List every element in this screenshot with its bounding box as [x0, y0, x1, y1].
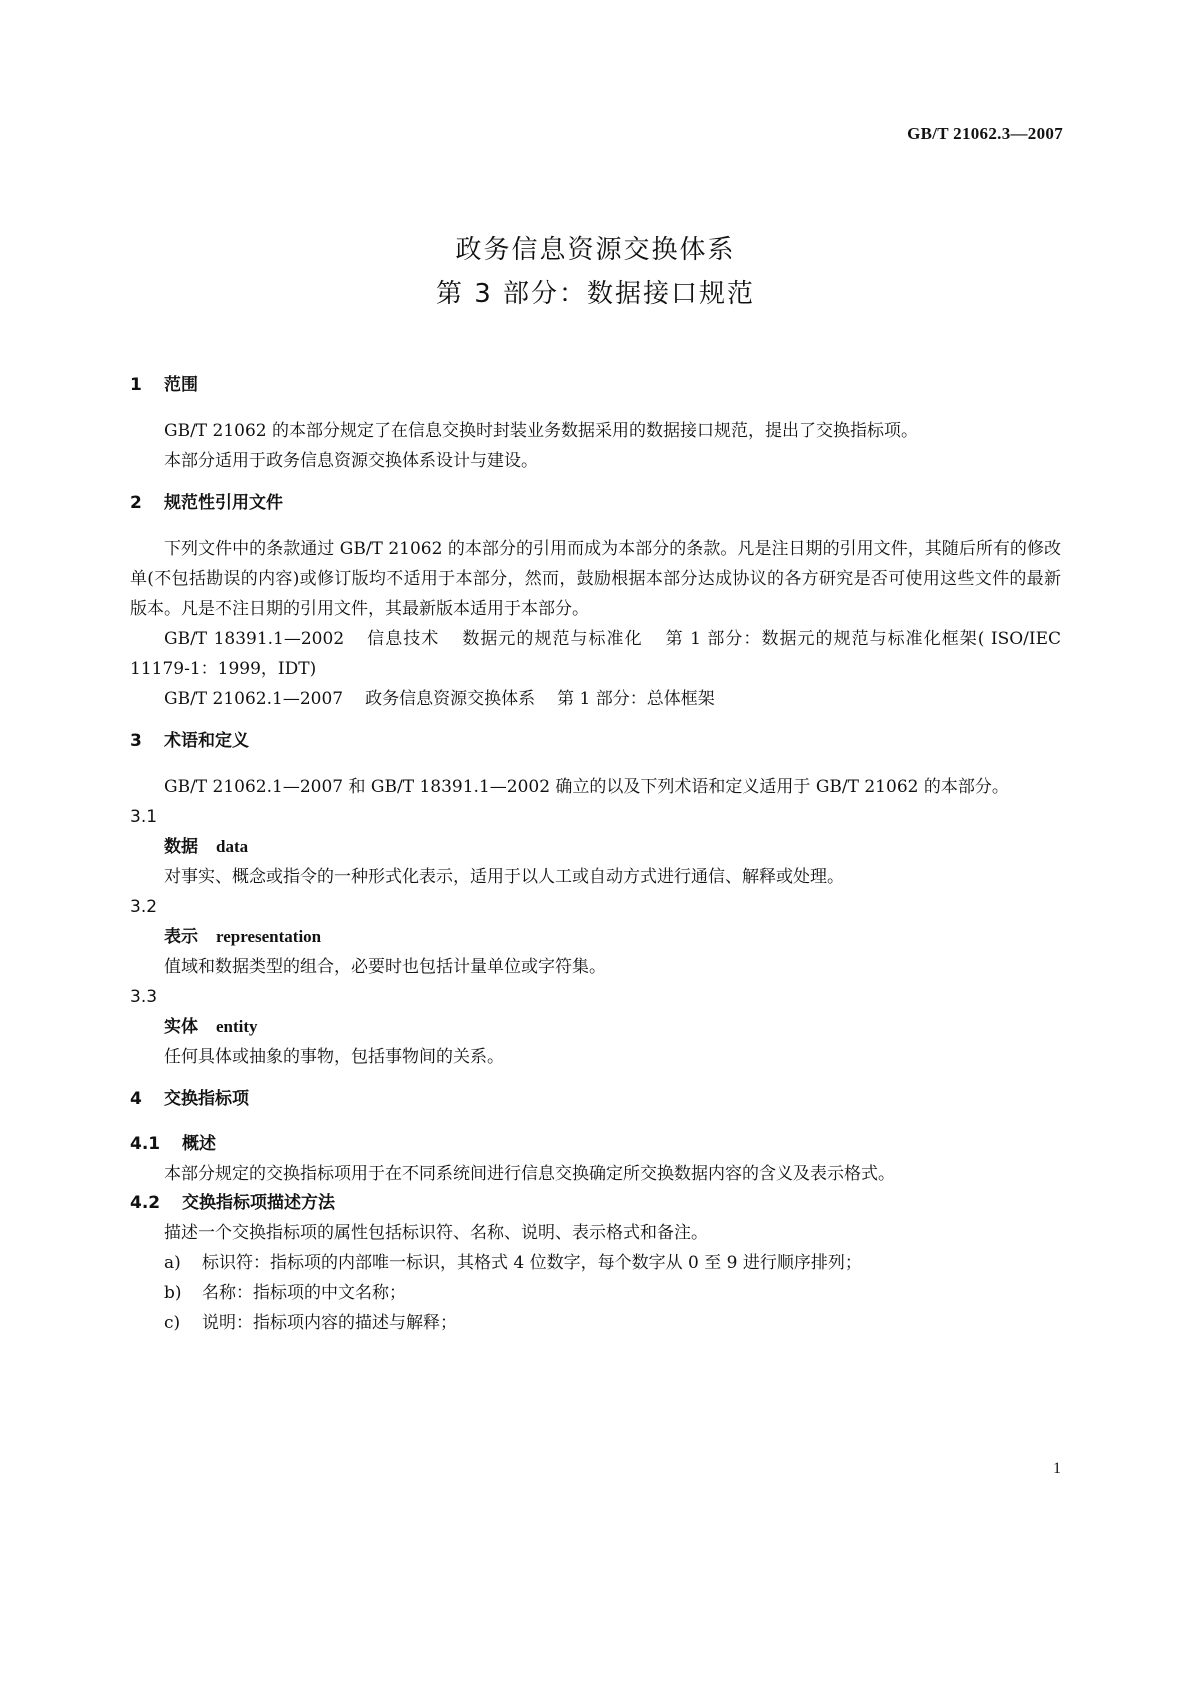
reference-title-part: 第 1 部分：总体框架	[557, 689, 715, 709]
term-en: data	[216, 837, 249, 856]
subsection-heading	[130, 1130, 1061, 1159]
section-title: 规范性引用文件	[164, 493, 283, 513]
section-normative-references	[130, 490, 1061, 714]
term-en: entity	[216, 1017, 258, 1036]
section-title: 交换指标项	[164, 1089, 249, 1109]
term-entry	[130, 982, 1061, 1072]
section-scope	[130, 372, 1061, 476]
term-zh: 表示	[164, 927, 198, 947]
paragraph: 下列文件中的条款通过 GB/T 21062 的本部分的引用而成为本部分的条款。凡是注日期的引用文件，其随后所有的修改单(不包括勘误的内容)或修订版均不适用于本部分，然而，鼓励根据本部分达成协议的各方研究是否可使用这些文件的最新版本。凡是不注日期的引用文件，其最新版本适用于本部分。	[130, 539, 1061, 619]
paragraph: GB/T 21062.1—2007 和 GB/T 18391.1—2002 确立的以及下列术语和定义适用于 GB/T 21062 的本部分。	[164, 777, 1009, 797]
paragraph: 本部分适用于政务信息资源交换体系设计与建设。	[164, 451, 538, 471]
term-en: representation	[216, 927, 322, 946]
paragraph: 本部分规定的交换指标项用于在不同系统间进行信息交换确定所交换数据内容的含义及表示格式。	[164, 1164, 895, 1184]
term-definition: 任何具体或抽象的事物，包括事物间的关系。	[164, 1047, 504, 1067]
document-body	[130, 372, 1061, 1352]
section-exchange-items	[130, 1086, 1061, 1338]
subsection-heading	[130, 1189, 1061, 1218]
term-zh: 数据	[164, 837, 198, 857]
section-terms-definitions	[130, 728, 1061, 1072]
term-name	[130, 832, 1061, 862]
term-definition: 对事实、概念或指令的一种形式化表示，适用于以人工或自动方式进行通信、解释或处理。	[164, 867, 844, 887]
list-marker: a)	[164, 1253, 181, 1273]
section-number: 2	[130, 493, 142, 513]
reference-entry	[130, 684, 1061, 714]
list-text: 标识符：指标项的内部唯一标识，其格式 4 位数字，每个数字从 0 至 9 进行顺序排列；	[202, 1253, 862, 1273]
section-number: 1	[130, 375, 142, 395]
section-heading	[130, 1086, 1061, 1112]
document-title	[0, 228, 1191, 316]
subsection-title: 概述	[182, 1134, 216, 1154]
list-item	[130, 1308, 1061, 1338]
reference-entry	[130, 624, 1061, 684]
standard-number: GB/T 21062.3—2007	[907, 124, 1063, 143]
list-marker: b)	[164, 1283, 182, 1303]
reference-title-part: 第 1 部分：数据元的规范与标准化框架( ISO/IEC 11179-1：1999，IDT)	[130, 629, 1062, 679]
section-number: 4	[130, 1089, 142, 1109]
subsection-title: 交换指标项描述方法	[182, 1193, 335, 1213]
section-title: 术语和定义	[164, 731, 249, 751]
title-line-2: 第 3 部分：数据接口规范	[435, 279, 756, 309]
list-item	[130, 1248, 1061, 1278]
reference-code: GB/T 18391.1—2002	[164, 629, 345, 649]
term-zh: 实体	[164, 1017, 198, 1037]
term-name	[130, 1012, 1061, 1042]
subsection-number: 4.2	[130, 1193, 161, 1213]
term-id: 3.1	[130, 807, 158, 827]
list-text: 说明：指标项内容的描述与解释；	[202, 1313, 457, 1333]
section-title: 范围	[164, 375, 198, 395]
section-number: 3	[130, 731, 142, 751]
subsection-number: 4.1	[130, 1134, 161, 1154]
section-heading	[130, 372, 1061, 398]
page-number: 1	[1053, 1460, 1061, 1477]
term-id: 3.2	[130, 897, 158, 917]
term-entry	[130, 892, 1061, 982]
section-heading	[130, 728, 1061, 754]
reference-title-part: 政务信息资源交换体系	[365, 689, 536, 709]
term-name	[130, 922, 1061, 952]
reference-code: GB/T 21062.1—2007	[164, 689, 344, 709]
title-line-1: 政务信息资源交换体系	[455, 235, 736, 265]
term-definition: 值域和数据类型的组合，必要时也包括计量单位或字符集。	[164, 957, 606, 977]
list-item	[130, 1278, 1061, 1308]
paragraph: 描述一个交换指标项的属性包括标识符、名称、说明、表示格式和备注。	[164, 1223, 708, 1243]
paragraph: GB/T 21062 的本部分规定了在信息交换时封装业务数据采用的数据接口规范，提出了交换指标项。	[164, 421, 919, 441]
reference-title-part: 数据元的规范与标准化	[461, 629, 643, 649]
reference-title-part: 信息技术	[366, 629, 440, 649]
section-heading	[130, 490, 1061, 516]
list-marker: c)	[164, 1313, 181, 1333]
term-entry	[130, 802, 1061, 892]
term-id: 3.3	[130, 987, 158, 1007]
list-text: 名称：指标项的中文名称；	[202, 1283, 406, 1303]
